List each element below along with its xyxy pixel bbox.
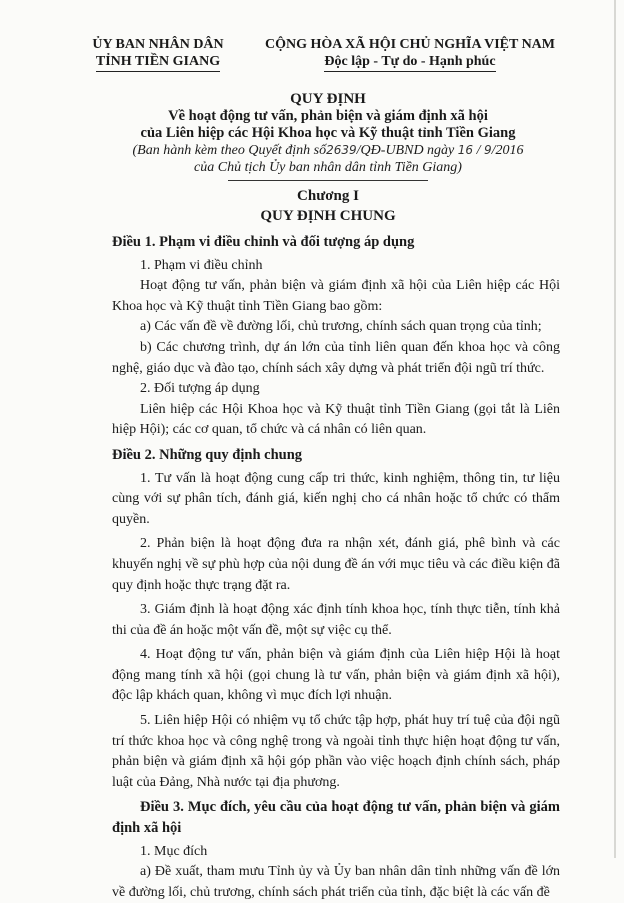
paragraph: Hoạt động tư vấn, phản biện và giám định xã hội của Liên hiệp các Hội Khoa học và Kỹ thuật tỉnh Tiền Giang bao gồm: bbox=[112, 278, 560, 314]
issuance-text-c: /2016 bbox=[491, 143, 524, 158]
paragraph: 1. Tư vấn là hoạt động cung cấp tri thức, kinh nghiệm, thông tin, tư liệu cùng với sự phân tích, đánh giá, kiến nghị cho cá nhân hoặc tổ chức có thẩm quyền. bbox=[112, 470, 560, 527]
issuance-note-line2: của Chủ tịch Ủy ban nhân dân tỉnh Tiền Giang) bbox=[194, 160, 462, 175]
paragraph: 5. Liên hiệp Hội có nhiệm vụ tổ chức tập hợp, phát huy trí tuệ của đội ngũ trí thức khoa học và công nghệ trong và ngoài tỉnh thực hiện hoạt động tư vấn, phản biện và giám định xã hội góp phần vào việc hoạch định chính sách, pháp luật của Đảng, Nhà nước tại địa phương. bbox=[112, 713, 560, 790]
article-1-title: Điều 1. Phạm vi điều chỉnh và đối tượng áp dụng bbox=[112, 234, 415, 250]
issuer-line2: TỈNH TIỀN GIANG bbox=[96, 53, 220, 72]
issuer-line1: ỦY BAN NHÂN DÂN bbox=[92, 37, 224, 52]
page-edge bbox=[614, 0, 616, 858]
document-title-block bbox=[100, 91, 556, 181]
paragraph: b) Các chương trình, dự án lớn của tỉnh liên quan đến khoa học và công nghệ, giáo dục và đào tạo, chính sách xây dựng và phát triển đội ngũ trí thức. bbox=[112, 339, 560, 376]
document-subtitle-1: Về hoạt động tư vấn, phản biện và giám định xã hội bbox=[168, 108, 488, 124]
chapter-number: Chương I bbox=[297, 188, 359, 204]
handwritten-month: 9 bbox=[483, 143, 492, 157]
title-divider bbox=[228, 180, 428, 181]
paragraph: 1. Phạm vi điều chỉnh bbox=[140, 257, 263, 273]
handwritten-decision-number: 2639 bbox=[326, 143, 357, 157]
paragraph: 2. Đối tượng áp dụng bbox=[140, 381, 260, 397]
article-2-title: Điều 2. Những quy định chung bbox=[112, 446, 303, 463]
paragraph: 1. Mục đích bbox=[140, 843, 208, 859]
chapter-name: QUY ĐỊNH CHUNG bbox=[260, 208, 396, 224]
issuance-sep: / bbox=[476, 143, 481, 158]
issuance-text-b: /QĐ-UBND ngày bbox=[356, 143, 455, 158]
national-title: CỘNG HÒA XÃ HỘI CHỦ NGHĨA VIỆT NAM bbox=[264, 37, 555, 52]
paragraph: Liên hiệp các Hội Khoa học và Kỹ thuật tỉnh Tiền Giang (gọi tắt là Liên hiệp Hội); các cơ quan, tổ chức và cá nhân có liên quan. bbox=[112, 401, 560, 438]
document-subtitle-2: của Liên hiệp các Hội Khoa học và Kỹ thuật tỉnh Tiền Giang bbox=[140, 125, 516, 141]
issuance-note bbox=[100, 142, 556, 159]
paragraph: 3. Giám định là hoạt động xác định tính khoa học, tính thực tiễn, tính khả thi của đề án hoặc một vấn đề, một sự việc cụ thể. bbox=[112, 602, 560, 638]
national-motto: Độc lập - Tự do - Hạnh phúc bbox=[324, 53, 495, 72]
paragraph: a) Đề xuất, tham mưu Tỉnh ủy và Ủy ban nhân dân tỉnh những vấn đề lớn về đường lối, chủ trương, chính sách phát triển của tỉnh, đặc biệt là các vấn đề bbox=[112, 864, 560, 900]
issuance-text-a: (Ban hành kèm theo Quyết định số bbox=[132, 143, 327, 158]
chapter-heading bbox=[100, 186, 556, 226]
paragraph: a) Các vấn đề về đường lối, chủ trương, chính sách quan trọng của tỉnh; bbox=[140, 319, 542, 335]
national-header bbox=[258, 36, 562, 72]
article-3-title: Điều 3. Mục đích, yêu cầu của hoạt động tư vấn, phản biện và giám định xã hội bbox=[112, 799, 560, 837]
document-body bbox=[112, 232, 560, 903]
handwritten-day: 16 bbox=[457, 143, 474, 157]
issuer-header bbox=[78, 36, 238, 72]
paragraph: 2. Phản biện là hoạt động đưa ra nhận xét, đánh giá, phê bình và các khuyến nghị về sự phù hợp của nội dung đề án với mục tiêu và các điều kiện đã quy định hoặc thực trạng đặt ra. bbox=[112, 536, 560, 593]
paragraph: 4. Hoạt động tư vấn, phản biện và giám định của Liên hiệp Hội là hoạt động mang tính xã hội (gọi chung là tư vấn, phản biện và giám định xã hội), độc lập khách quan, không vì mục đích lợi nhuận. bbox=[112, 647, 560, 704]
document-title: QUY ĐỊNH bbox=[290, 91, 366, 107]
